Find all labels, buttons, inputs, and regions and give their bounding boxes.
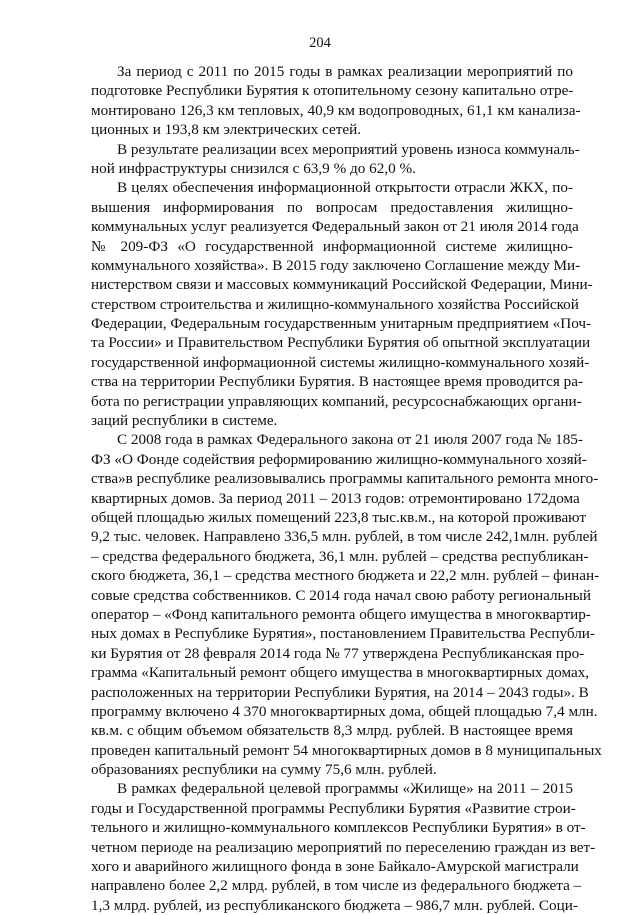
- text-line: кв.м. с общим объемом обязательств 8,3 млрд. рублей. В настоящее время: [91, 722, 573, 740]
- text-line: В целях обеспечения информационной открытости отрасли ЖКХ, по-: [117, 179, 573, 197]
- text-line: государственной информационной системы жилищно-коммунального хозяй-: [91, 353, 590, 371]
- text-line: коммунальных услуг реализуется Федеральный закон от 21 июля 2014 года: [91, 218, 579, 236]
- text-line: ционных и 193,8 км электрических сетей.: [91, 121, 362, 139]
- text-line: 9,2 тыс. человек. Направлено 336,5 млн. рублей, в том числе 242,1млн. рублей: [91, 528, 598, 546]
- paragraph: [91, 140, 580, 179]
- text-line: оператор – «Фонд капитального ремонта общего имущества в многоквартир-: [91, 605, 591, 623]
- text-line: ства на территории Республики Бурятия. В настоящее время проводится ра-: [91, 373, 584, 391]
- text-line: заций республики в системе.: [91, 412, 278, 430]
- text-line: бота по регистрации управляющих компаний, ресурсоснабжающих органи-: [91, 392, 582, 410]
- text-line: совые средства собственников. С 2014 года начал свою работу региональный: [91, 586, 591, 604]
- text-line: В рамках федеральной целевой программы «Жилище» на 2011 – 2015: [117, 780, 573, 798]
- paragraph: [91, 430, 602, 779]
- text-line: проведен капитальный ремонт 54 многоквартирных домов в 8 муниципальных: [91, 741, 602, 759]
- text-line: направлено более 2,2 млрд. рублей, в том числе из федерального бюджета –: [91, 877, 582, 895]
- text-line: ства»в республике реализовывались программы капитального ремонта много-: [91, 470, 599, 488]
- text-line: программу включено 4 370 многоквартирных дома, общей площадью 7,4 млн.: [91, 702, 598, 720]
- text-line: № 209-ФЗ «О государственной информационной системе жилищно-: [91, 237, 573, 255]
- document-body: [91, 62, 602, 915]
- text-line: грамма «Капитальный ремонт общего имущества в многоквартирных домах,: [91, 664, 590, 682]
- text-line: подготовке Республики Бурятия к отопительному сезону капитально отре-: [91, 82, 574, 100]
- text-line: та России» и Правительством Республики Бурятия об опытной эксплуатации: [91, 334, 591, 352]
- text-line: тельного и жилищно-коммунального комплексов Республики Бурятия» в от-: [91, 819, 586, 837]
- text-line: общей площадью жилых помещений 223,8 тыс.кв.м., на которой проживают: [91, 508, 586, 526]
- paragraph: [91, 779, 596, 915]
- text-line: ных домах в Республике Бурятия», постановлением Правительства Республи-: [91, 625, 595, 643]
- text-line: образованиях республики на сумму 75,6 млн. рублей.: [91, 761, 437, 779]
- text-line: 1,3 млрд. рублей, из республиканского бюджета – 986,7 млн. рублей. Соци-: [91, 896, 578, 914]
- text-line: вышения информирования по вопросам предоставления жилищно-: [91, 198, 573, 216]
- text-line: В результате реализации всех мероприятий уровень износа коммуналь-: [117, 140, 580, 158]
- paragraph: [91, 178, 593, 430]
- text-line: ФЗ «О Фонде содействия реформированию жилищно-коммунального хозяй-: [91, 450, 587, 468]
- text-line: нистерством связи и массовых коммуникаций Российской Федерации, Мини-: [91, 276, 593, 294]
- text-line: За период с 2011 по 2015 годы в рамках реализации мероприятий по: [117, 63, 573, 80]
- text-line: четном периоде на реализацию мероприятий по переселению граждан из вет-: [91, 838, 596, 856]
- text-line: ского бюджета, 36,1 – средства местного бюджета и 22,2 млн. рублей – финан-: [91, 567, 600, 585]
- text-line: – средства федерального бюджета, 36,1 млн. рублей – средства республикан-: [91, 547, 589, 565]
- text-line: расположенных на территории Республики Бурятия, на 2014 – 2043 годы». В: [91, 683, 589, 701]
- page-number: 204: [309, 35, 331, 51]
- text-line: хого и аварийного жилищного фонда в зоне Байкало-Амурской магистрали: [91, 858, 579, 876]
- text-line: Федерации, Федеральным государственным унитарным предприятием «Поч-: [91, 315, 592, 333]
- paragraph: [91, 62, 581, 140]
- text-line: монтировано 126,3 км тепловых, 40,9 км водопроводных, 61,1 км канализа-: [91, 101, 581, 119]
- text-line: квартирных домов. За период 2011 – 2013 годов: отремонтировано 172дома: [91, 489, 580, 507]
- text-line: С 2008 года в рамках Федерального закона от 21 июля 2007 года № 185-: [117, 431, 583, 449]
- text-line: ки Бурятия от 28 февраля 2014 года № 77 утверждена Республиканская про-: [91, 644, 585, 662]
- text-line: стерством строительства и жилищно-коммунального хозяйства Российской: [91, 295, 579, 313]
- text-line: годы и Государственной программы Республики Бурятия «Развитие строи-: [91, 799, 576, 817]
- text-line: ной инфраструктуры снизился с 63,9 % до 62,0 %.: [91, 159, 416, 177]
- text-line: коммунального хозяйства». В 2015 году заключено Соглашение между Ми-: [91, 256, 581, 274]
